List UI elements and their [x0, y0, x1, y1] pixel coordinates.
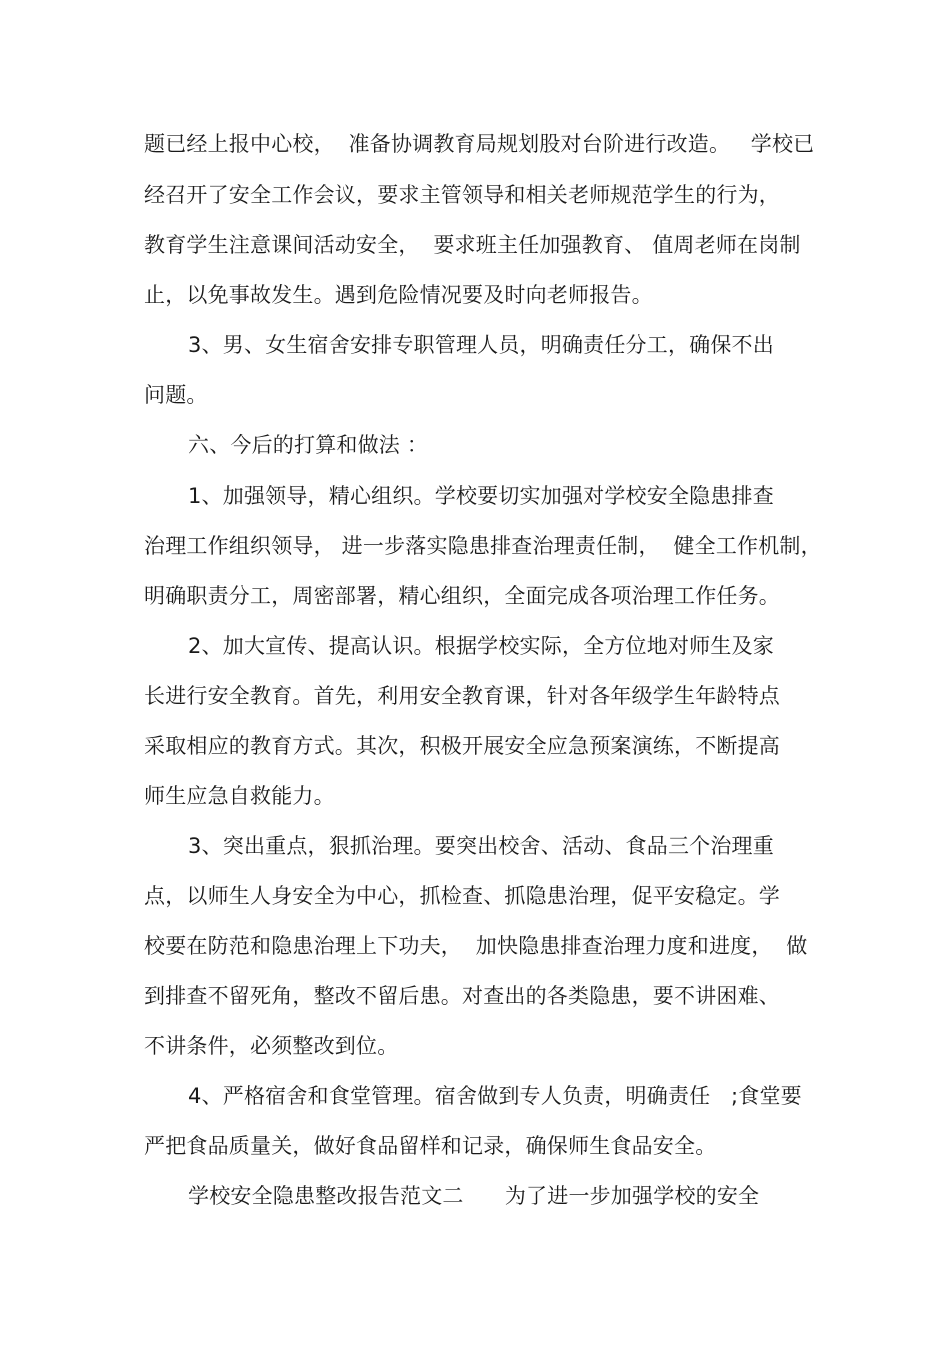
text-line: 师生应急自救能力。	[144, 784, 335, 808]
text-line: 经召开了安全工作会议，要求主管领导和相关老师规范学生的行为，	[144, 183, 780, 207]
text-line: 明确职责分工，周密部署，精心组织，全面完成各项治理工作任务。	[144, 584, 780, 608]
text-line: 采取相应的教育方式。其次，积极开展安全应急预案演练，不断提高	[144, 734, 780, 758]
section-heading: 六、今后的打算和做法 ：	[188, 433, 429, 457]
text-line: 止，以免事故发生。遇到危险情况要及时向老师报告。	[144, 283, 653, 307]
paragraph-start-line: 1、加强领导，精心组织。学校要切实加强对学校安全隐患排查	[188, 484, 774, 508]
paragraph-start-line: 学校安全隐患整改报告范文二 为了进一步加强学校的安全	[188, 1184, 760, 1208]
paragraph-start-line: 3、男、女生宿舍安排专职管理人员，明确责任分工，确保不出	[188, 333, 774, 357]
text-line: 题已经上报中心校， 准备协调教育局规划股对台阶进行改造。 学校已	[144, 132, 815, 156]
text-line: 严把食品质量关，做好食品留样和记录，确保师生食品安全。	[144, 1134, 717, 1158]
text-line: 校要在防范和隐患治理上下功夫， 加快隐患排查治理力度和进度， 做	[144, 934, 808, 958]
text-line: 问题。	[144, 383, 208, 407]
text-line: 治理工作组织领导， 进一步落实隐患排查治理责任制， 健全工作机制，	[144, 534, 822, 558]
text-line: 长进行安全教育。首先，利用安全教育课，针对各年级学生年龄特点	[144, 684, 780, 708]
paragraph-start-line: 4、严格宿舍和食堂管理。宿舍做到专人负责，明确责任 ;食堂要	[188, 1084, 802, 1108]
paragraph-start-line: 2、加大宣传、提高认识。根据学校实际，全方位地对师生及家	[188, 634, 774, 658]
text-line: 到排查不留死角，整改不留后患。对查出的各类隐患，要不讲困难、	[144, 984, 780, 1008]
paragraph-start-line: 3、突出重点，狠抓治理。要突出校舍、活动、食品三个治理重	[188, 834, 774, 858]
text-line: 教育学生注意课间活动安全， 要求班主任加强教育、 值周老师在岗制	[144, 233, 801, 257]
text-line: 点，以师生人身安全为中心，抓检查、抓隐患治理，促平安稳定。学	[144, 884, 780, 908]
text-line: 不讲条件，必须整改到位。	[144, 1034, 399, 1058]
